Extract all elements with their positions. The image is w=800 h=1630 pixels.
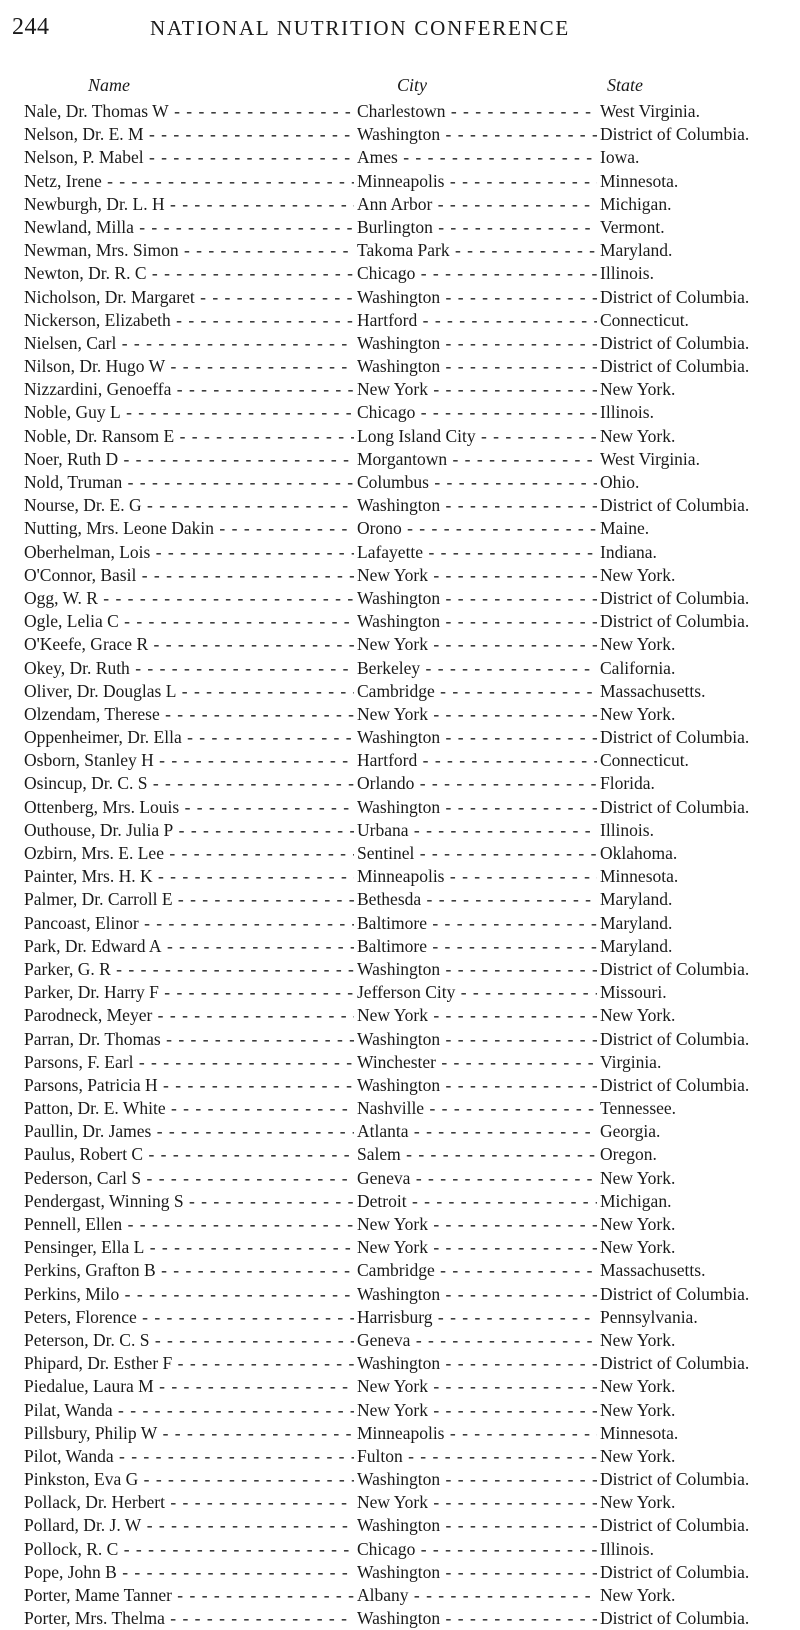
attendee-city: Washington - - - [357, 1028, 597, 1051]
list-item [0, 1352, 800, 1375]
list-item [0, 1422, 800, 1445]
attendee-city: Detroit - - - [357, 1190, 597, 1213]
attendee-city: Columbus - - - [357, 471, 597, 494]
list-item [0, 1329, 800, 1352]
attendee-city: Berkeley - - - [357, 657, 597, 680]
attendee-state: Connecticut. [600, 750, 689, 771]
attendee-name: Netz, Irene - - - [24, 170, 354, 193]
list-item [0, 749, 800, 772]
attendee-city: Fulton - - - [357, 1445, 597, 1468]
attendee-name: Olzendam, Therese - - - [24, 703, 354, 726]
attendee-name: Newton, Dr. R. C - - - [24, 262, 354, 285]
attendee-name: Parsons, Patricia H - - - [24, 1074, 354, 1097]
attendee-state: West Virginia. [600, 448, 700, 469]
attendee-state: Maryland. [600, 240, 673, 261]
attendee-city: New York - - - [357, 1236, 597, 1259]
attendee-state: Maryland. [600, 912, 673, 933]
attendee-city: Urbana - - - [357, 819, 597, 842]
list-item [0, 796, 800, 819]
attendee-city: Washington - - - [357, 1468, 597, 1491]
list-item [0, 309, 800, 332]
attendee-city: Geneva - - - [357, 1167, 597, 1190]
attendee-state: District of Columbia. [600, 958, 750, 979]
attendee-name: Outhouse, Dr. Julia P - - - [24, 819, 354, 842]
attendee-name: Pancoast, Elinor - - - [24, 912, 354, 935]
list-item [0, 564, 800, 587]
list-item [0, 680, 800, 703]
attendee-state: Vermont. [600, 216, 665, 237]
list-item [0, 216, 800, 239]
state-column-header: State [607, 75, 643, 95]
list-item [0, 1375, 800, 1398]
list-item [0, 193, 800, 216]
running-title: NATIONAL NUTRITION CONFERENCE [150, 16, 571, 40]
list-item [0, 1120, 800, 1143]
attendee-name: Ogg, W. R - - - [24, 587, 354, 610]
attendee-state: New York. [600, 379, 676, 400]
attendee-city: Hartford - - - [357, 749, 597, 772]
attendee-state: New York. [600, 1445, 676, 1466]
attendee-name: Ogle, Lelia C - - - [24, 610, 354, 633]
attendee-name: Pinkston, Eva G - - - [24, 1468, 354, 1491]
attendee-city: Ann Arbor - - - [357, 193, 597, 216]
attendee-city: Cambridge - - - [357, 1259, 597, 1282]
attendee-state: District of Columbia. [600, 611, 750, 632]
attendee-city: Takoma Park - - - [357, 239, 597, 262]
list-item [0, 633, 800, 656]
attendee-city: Orono - - - [357, 517, 597, 540]
attendee-name: Paullin, Dr. James - - - [24, 1120, 354, 1143]
attendee-city: New York - - - [357, 1399, 597, 1422]
list-item [0, 401, 800, 424]
attendee-state: Connecticut. [600, 309, 689, 330]
attendee-city: Washington - - - [357, 494, 597, 517]
attendee-city: Washington - - - [357, 123, 597, 146]
attendee-name: Oliver, Dr. Douglas L - - - [24, 680, 354, 703]
list-item [0, 1514, 800, 1537]
attendee-state: District of Columbia. [600, 124, 750, 145]
attendee-name: Oppenheimer, Dr. Ella - - - [24, 726, 354, 749]
attendee-city: Winchester - - - [357, 1051, 597, 1074]
attendee-state: Illinois. [600, 819, 654, 840]
attendee-city: Morgantown - - - [357, 448, 597, 471]
list-item [0, 471, 800, 494]
list-item [0, 262, 800, 285]
list-item [0, 1607, 800, 1630]
attendee-name: Newburgh, Dr. L. H - - - [24, 193, 354, 216]
attendee-name: Paulus, Robert C - - - [24, 1143, 354, 1166]
attendee-city: Washington - - - [357, 1607, 597, 1630]
attendee-city: Washington - - - [357, 958, 597, 981]
list-item [0, 494, 800, 517]
list-item [0, 332, 800, 355]
attendee-state: District of Columbia. [600, 796, 750, 817]
list-item [0, 1306, 800, 1329]
page-number: 244 [12, 14, 50, 40]
attendee-name: Pollard, Dr. J. W - - - [24, 1514, 354, 1537]
attendee-state: District of Columbia. [600, 1515, 750, 1536]
attendee-state: District of Columbia. [600, 1353, 750, 1374]
attendee-city: Minneapolis - - - [357, 170, 597, 193]
attendee-name: Pendergast, Winning S - - - [24, 1190, 354, 1213]
list-item [0, 819, 800, 842]
attendee-city: Atlanta - - - [357, 1120, 597, 1143]
list-item [0, 981, 800, 1004]
attendee-state: Maryland. [600, 935, 673, 956]
list-item [0, 1097, 800, 1120]
attendee-name: Perkins, Grafton B - - - [24, 1259, 354, 1282]
attendee-state: District of Columbia. [600, 332, 750, 353]
attendee-city: Orlando - - - [357, 772, 597, 795]
attendee-name: Newman, Mrs. Simon - - - [24, 239, 354, 262]
list-item [0, 1004, 800, 1027]
list-item [0, 170, 800, 193]
attendee-city: New York - - - [357, 633, 597, 656]
list-item [0, 1491, 800, 1514]
attendee-city: Lafayette - - - [357, 541, 597, 564]
attendee-name: Newland, Milla - - - [24, 216, 354, 239]
list-item [0, 958, 800, 981]
attendee-state: New York. [600, 1005, 676, 1026]
attendee-name: Nelson, Dr. E. M - - - [24, 123, 354, 146]
attendee-name: Palmer, Dr. Carroll E - - - [24, 888, 354, 911]
attendee-name: Nilson, Dr. Hugo W - - - [24, 355, 354, 378]
attendee-state: Oklahoma. [600, 843, 678, 863]
attendee-name: Phipard, Dr. Esther F - - - [24, 1352, 354, 1375]
attendee-name: Ottenberg, Mrs. Louis - - - [24, 796, 354, 819]
list-item [0, 1584, 800, 1607]
list-item [0, 726, 800, 749]
attendee-state: Minnesota. [600, 866, 679, 887]
attendee-name: Perkins, Milo - - - [24, 1283, 354, 1306]
attendee-city: Baltimore - - - [357, 935, 597, 958]
list-item [0, 842, 800, 865]
attendee-name: Pennell, Ellen - - - [24, 1213, 354, 1236]
list-item [0, 1399, 800, 1422]
list-item [0, 1213, 800, 1236]
attendee-name: Parker, Dr. Harry F - - - [24, 981, 354, 1004]
attendee-name: Park, Dr. Edward A - - - [24, 935, 354, 958]
attendee-city: Salem - - - [357, 1143, 597, 1166]
attendee-state: Maine. [600, 518, 650, 539]
attendee-name: Osborn, Stanley H - - - [24, 749, 354, 772]
attendee-city: Washington - - - [357, 1514, 597, 1537]
attendee-state: New York. [600, 1237, 676, 1258]
attendee-city: Washington - - - [357, 332, 597, 355]
attendee-list [0, 100, 800, 1630]
attendee-state: Indiana. [600, 541, 657, 562]
list-item [0, 425, 800, 448]
list-item [0, 1445, 800, 1468]
attendee-state: District of Columbia. [600, 1469, 750, 1490]
attendee-state: Georgia. [600, 1121, 661, 1142]
list-item [0, 1236, 800, 1259]
attendee-city: Washington - - - [357, 610, 597, 633]
attendee-state: California. [600, 657, 676, 678]
attendee-city: Hartford - - - [357, 309, 597, 332]
attendee-name: Noer, Ruth D - - - [24, 448, 354, 471]
list-item [0, 865, 800, 888]
attendee-state: New York. [600, 1167, 676, 1188]
attendee-city: New York - - - [357, 1491, 597, 1514]
attendee-name: Pope, John B - - - [24, 1561, 354, 1584]
list-item [0, 286, 800, 309]
attendee-state: District of Columbia. [600, 1028, 750, 1049]
list-item [0, 888, 800, 911]
attendee-city: Chicago - - - [357, 262, 597, 285]
attendee-state: Massachusetts. [600, 1260, 706, 1281]
list-item [0, 587, 800, 610]
list-item [0, 1259, 800, 1282]
attendee-name: O'Connor, Basil - - - [24, 564, 354, 587]
attendee-city: Ames - - - [357, 146, 597, 169]
list-item [0, 123, 800, 146]
attendee-city: Minneapolis - - - [357, 1422, 597, 1445]
attendee-city: Long Island City - - - [357, 425, 597, 448]
attendee-city: Burlington - - - [357, 216, 597, 239]
list-item [0, 355, 800, 378]
attendee-name: Porter, Mrs. Thelma - - - [24, 1607, 354, 1630]
attendee-name: Pederson, Carl S - - - [24, 1167, 354, 1190]
list-item [0, 772, 800, 795]
attendee-state: Minnesota. [600, 1422, 679, 1443]
attendee-name: Osincup, Dr. C. S - - - [24, 772, 354, 795]
page-header [0, 14, 800, 46]
attendee-state: New York. [600, 1399, 676, 1420]
column-headers [0, 75, 800, 99]
list-item [0, 378, 800, 401]
attendee-name: Pollock, R. C - - - [24, 1538, 354, 1561]
attendee-city: Washington - - - [357, 1074, 597, 1097]
attendee-city: Washington - - - [357, 355, 597, 378]
attendee-city: Chicago - - - [357, 1538, 597, 1561]
attendee-state: Missouri. [600, 982, 667, 1003]
attendee-city: Cambridge - - - [357, 680, 597, 703]
attendee-city: Nashville - - - [357, 1097, 597, 1120]
attendee-name: Painter, Mrs. H. K - - - [24, 865, 354, 888]
attendee-city: New York - - - [357, 1004, 597, 1027]
list-item [0, 935, 800, 958]
attendee-state: Massachusetts. [600, 680, 706, 701]
list-item [0, 239, 800, 262]
attendee-city: Washington - - - [357, 796, 597, 819]
attendee-state: New York. [600, 703, 676, 724]
attendee-name: Patton, Dr. E. White - - - [24, 1097, 354, 1120]
attendee-city: New York - - - [357, 703, 597, 726]
attendee-name: Parran, Dr. Thomas - - - [24, 1028, 354, 1051]
attendee-name: Noble, Guy L - - - [24, 401, 354, 424]
attendee-city: Harrisburg - - - [357, 1306, 597, 1329]
attendee-state: Illinois. [600, 263, 654, 284]
attendee-name: Ozbirn, Mrs. E. Lee - - - [24, 842, 354, 865]
attendee-city: Baltimore - - - [357, 912, 597, 935]
attendee-city: Washington - - - [357, 587, 597, 610]
attendee-city: Chicago - - - [357, 401, 597, 424]
attendee-state: New York. [600, 634, 676, 655]
attendee-city: Washington - - - [357, 1561, 597, 1584]
attendee-state: Michigan. [600, 193, 672, 214]
attendee-name: Nicholson, Dr. Margaret - - - [24, 286, 354, 309]
attendee-state: New York. [600, 564, 676, 585]
attendee-city: New York - - - [357, 378, 597, 401]
attendee-name: Oberhelman, Lois - - - [24, 541, 354, 564]
attendee-name: Nickerson, Elizabeth - - - [24, 309, 354, 332]
attendee-state: District of Columbia. [600, 1074, 750, 1095]
attendee-state: West Virginia. [600, 101, 700, 121]
list-item [0, 146, 800, 169]
attendee-city: Washington - - - [357, 1352, 597, 1375]
attendee-city: Geneva - - - [357, 1329, 597, 1352]
attendee-state: Illinois. [600, 1538, 654, 1559]
attendee-name: Pollack, Dr. Herbert - - - [24, 1491, 354, 1514]
list-item [0, 448, 800, 471]
list-item [0, 1167, 800, 1190]
list-item [0, 1283, 800, 1306]
attendee-name: Nelson, P. Mabel - - - [24, 146, 354, 169]
attendee-city: Washington - - - [357, 726, 597, 749]
attendee-name: Parker, G. R - - - [24, 958, 354, 981]
list-item [0, 703, 800, 726]
attendee-state: Florida. [600, 773, 655, 794]
attendee-state: New York. [600, 425, 676, 446]
attendee-name: Pilot, Wanda - - - [24, 1445, 354, 1468]
attendee-city: Charlestown - - - [357, 100, 597, 123]
list-item [0, 1074, 800, 1097]
attendee-city: Washington - - - [357, 1283, 597, 1306]
attendee-state: District of Columbia. [600, 286, 750, 307]
attendee-state: Oregon. [600, 1144, 657, 1165]
attendee-state: Minnesota. [600, 170, 679, 191]
list-item [0, 912, 800, 935]
attendee-state: Maryland. [600, 889, 673, 910]
attendee-name: Pillsbury, Philip W - - - [24, 1422, 354, 1445]
attendee-state: Virginia. [600, 1051, 662, 1072]
city-column-header: City [397, 75, 427, 95]
attendee-name: Parodneck, Meyer - - - [24, 1004, 354, 1027]
attendee-state: District of Columbia. [600, 495, 750, 516]
list-item [0, 1468, 800, 1491]
attendee-name: Pensinger, Ella L - - - [24, 1236, 354, 1259]
attendee-city: New York - - - [357, 564, 597, 587]
attendee-name: O'Keefe, Grace R - - - [24, 633, 354, 656]
attendee-name: Porter, Mame Tanner - - - [24, 1584, 354, 1607]
attendee-city: Sentinel - - - [357, 842, 597, 865]
attendee-state: District of Columbia. [600, 1561, 750, 1582]
attendee-name: Nourse, Dr. E. G - - - [24, 494, 354, 517]
list-item [0, 1538, 800, 1561]
attendee-state: District of Columbia. [600, 1608, 750, 1629]
attendee-name: Nizzardini, Genoeffa - - - [24, 378, 354, 401]
attendee-state: New York. [600, 1376, 676, 1397]
attendee-city: New York - - - [357, 1375, 597, 1398]
attendee-state: New York. [600, 1214, 676, 1234]
attendee-city: Albany - - - [357, 1584, 597, 1607]
attendee-city: Minneapolis - - - [357, 865, 597, 888]
attendee-state: District of Columbia. [600, 1283, 750, 1304]
list-item [0, 1190, 800, 1213]
list-item [0, 1561, 800, 1584]
attendee-state: Pennsylvania. [600, 1306, 698, 1327]
list-item [0, 657, 800, 680]
list-item [0, 1143, 800, 1166]
list-item [0, 517, 800, 540]
attendee-name: Nale, Dr. Thomas W - - - [24, 100, 354, 123]
attendee-state: Michigan. [600, 1190, 672, 1211]
attendee-state: District of Columbia. [600, 727, 750, 748]
attendee-city: Jefferson City - - - [357, 981, 597, 1004]
attendee-state: District of Columbia. [600, 356, 750, 377]
list-item [0, 1028, 800, 1051]
attendee-name: Noble, Dr. Ransom E - - - [24, 425, 354, 448]
attendee-name: Nutting, Mrs. Leone Dakin - - - [24, 517, 354, 540]
attendee-name: Pilat, Wanda - - - [24, 1399, 354, 1422]
attendee-state: Tennessee. [600, 1098, 677, 1119]
attendee-name: Nielsen, Carl - - - [24, 332, 354, 355]
attendee-state: New York. [600, 1585, 676, 1605]
attendee-state: New York. [600, 1492, 676, 1513]
attendee-state: Illinois. [600, 402, 654, 423]
attendee-city: Bethesda - - - [357, 888, 597, 911]
attendee-name: Okey, Dr. Ruth - - - [24, 657, 354, 680]
attendee-name: Piedalue, Laura M - - - [24, 1375, 354, 1398]
attendee-city: Washington - - - [357, 286, 597, 309]
attendee-state: Iowa. [600, 147, 640, 168]
attendee-state: Ohio. [600, 472, 640, 492]
attendee-name: Nold, Truman - - - [24, 471, 354, 494]
list-item [0, 541, 800, 564]
attendee-name: Peters, Florence - - - [24, 1306, 354, 1329]
attendee-name: Parsons, F. Earl - - - [24, 1051, 354, 1074]
attendee-state: District of Columbia. [600, 587, 750, 608]
list-item [0, 610, 800, 633]
attendee-city: New York - - - [357, 1213, 597, 1236]
name-column-header: Name [88, 75, 130, 95]
list-item [0, 1051, 800, 1074]
attendee-name: Peterson, Dr. C. S - - - [24, 1329, 354, 1352]
attendee-state: New York. [600, 1329, 676, 1350]
list-item [0, 100, 800, 123]
